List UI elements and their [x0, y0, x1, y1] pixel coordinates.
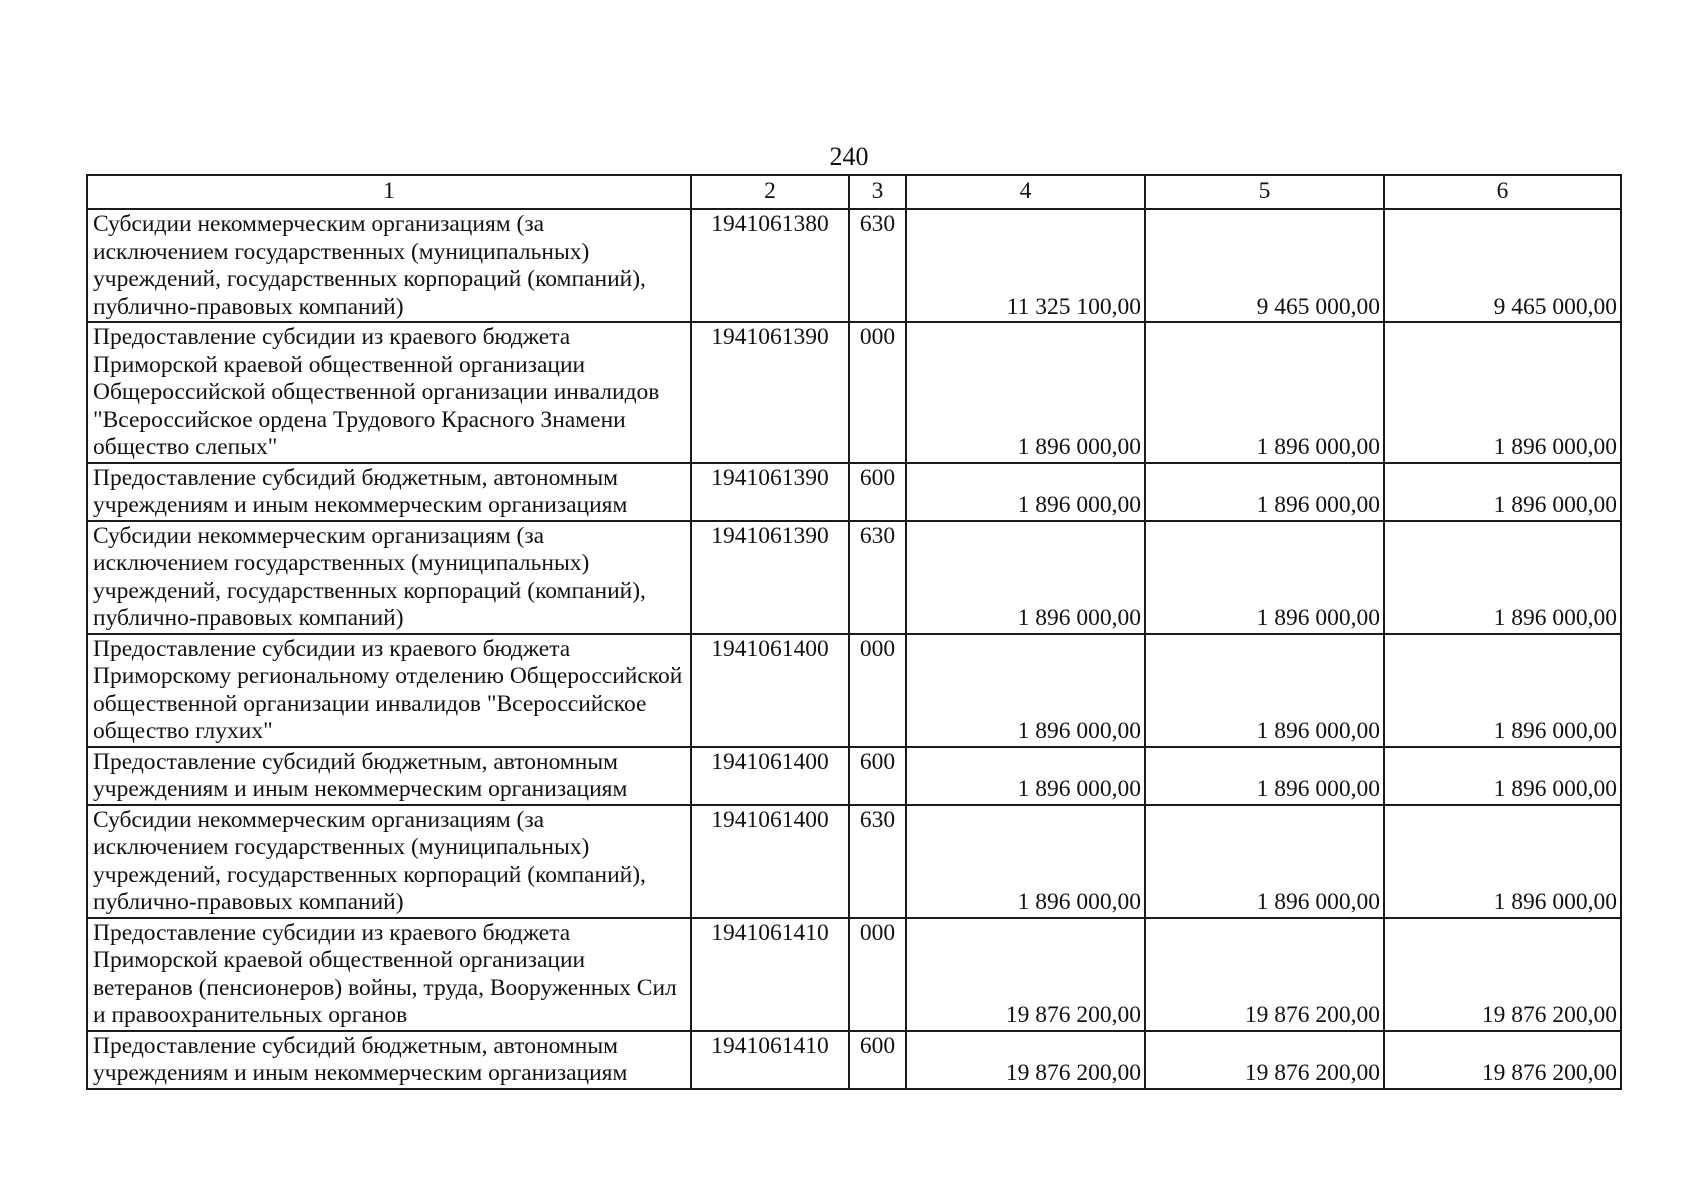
row-name-cell: Предоставление субсидии из краевого бюджета Приморской краевой общественной организации Общероссийской общественной организации инвалидов "Всероссийское ордена Трудового Красного Знамени общество слепых"	[87, 322, 691, 463]
row-value-col-4: 1 896 000,00	[906, 521, 1145, 634]
row-code-cell: 1941061400	[691, 634, 849, 747]
row-value-col-6: 9 465 000,00	[1384, 209, 1621, 322]
row-name-cell: Субсидии некоммерческим организациям (за исключением государственных (муниципальных) учреждений, государственных корпораций (компаний), публично-правовых компаний)	[87, 209, 691, 322]
table-row	[87, 1031, 1621, 1089]
row-code-cell: 1941061390	[691, 521, 849, 634]
row-value-col-5: 1 896 000,00	[1145, 463, 1384, 521]
row-code-cell: 1941061400	[691, 805, 849, 918]
row-type-cell: 630	[849, 521, 906, 634]
budget-table	[86, 174, 1622, 1090]
header-cell-col-3: 3	[849, 175, 906, 209]
row-value-col-4: 1 896 000,00	[906, 463, 1145, 521]
row-value-col-4: 19 876 200,00	[906, 918, 1145, 1031]
row-value-col-5: 9 465 000,00	[1145, 209, 1384, 322]
row-value-col-6: 19 876 200,00	[1384, 918, 1621, 1031]
table-row	[87, 463, 1621, 521]
table-header-row	[87, 175, 1621, 209]
row-value-col-4: 11 325 100,00	[906, 209, 1145, 322]
table-row	[87, 521, 1621, 634]
table-row	[87, 747, 1621, 805]
header-cell-col-2: 2	[691, 175, 849, 209]
table-row	[87, 918, 1621, 1031]
row-type-cell: 600	[849, 463, 906, 521]
row-code-cell: 1941061400	[691, 747, 849, 805]
row-value-col-5: 1 896 000,00	[1145, 634, 1384, 747]
header-cell-col-4: 4	[906, 175, 1145, 209]
table-row	[87, 805, 1621, 918]
row-name-cell: Предоставление субсидии из краевого бюджета Приморскому региональному отделению Общероссийской общественной организации инвалидов "Всероссийское общество глухих"	[87, 634, 691, 747]
row-name-cell: Предоставление субсидий бюджетным, автономным учреждениям и иным некоммерческим организациям	[87, 463, 691, 521]
row-value-col-4: 1 896 000,00	[906, 805, 1145, 918]
row-code-cell: 1941061390	[691, 322, 849, 463]
header-cell-col-5: 5	[1145, 175, 1384, 209]
row-value-col-5: 1 896 000,00	[1145, 521, 1384, 634]
row-name-cell: Субсидии некоммерческим организациям (за исключением государственных (муниципальных) учреждений, государственных корпораций (компаний), публично-правовых компаний)	[87, 521, 691, 634]
row-value-col-4: 1 896 000,00	[906, 634, 1145, 747]
row-value-col-6: 1 896 000,00	[1384, 463, 1621, 521]
row-type-cell: 600	[849, 747, 906, 805]
row-value-col-6: 1 896 000,00	[1384, 322, 1621, 463]
row-name-cell: Предоставление субсидии из краевого бюджета Приморской краевой общественной организации ветеранов (пенсионеров) войны, труда, Вооруженных Сил и правоохранительных органов	[87, 918, 691, 1031]
row-name-cell: Предоставление субсидий бюджетным, автономным учреждениям и иным некоммерческим организациям	[87, 747, 691, 805]
row-type-cell: 000	[849, 322, 906, 463]
row-type-cell: 600	[849, 1031, 906, 1089]
header-cell-col-1: 1	[87, 175, 691, 209]
row-type-cell: 630	[849, 805, 906, 918]
row-value-col-6: 1 896 000,00	[1384, 747, 1621, 805]
row-value-col-5: 1 896 000,00	[1145, 805, 1384, 918]
table-row	[87, 634, 1621, 747]
row-value-col-6: 1 896 000,00	[1384, 634, 1621, 747]
row-code-cell: 1941061390	[691, 463, 849, 521]
row-type-cell: 000	[849, 918, 906, 1031]
row-type-cell: 000	[849, 634, 906, 747]
row-value-col-5: 19 876 200,00	[1145, 1031, 1384, 1089]
row-value-col-6: 19 876 200,00	[1384, 1031, 1621, 1089]
row-name-cell: Предоставление субсидий бюджетным, автономным учреждениям и иным некоммерческим организациям	[87, 1031, 691, 1089]
row-type-cell: 630	[849, 209, 906, 322]
header-cell-col-6: 6	[1384, 175, 1621, 209]
row-value-col-4: 1 896 000,00	[906, 322, 1145, 463]
row-value-col-5: 1 896 000,00	[1145, 747, 1384, 805]
row-value-col-4: 19 876 200,00	[906, 1031, 1145, 1089]
row-code-cell: 1941061410	[691, 1031, 849, 1089]
row-name-cell: Субсидии некоммерческим организациям (за исключением государственных (муниципальных) учреждений, государственных корпораций (компаний), публично-правовых компаний)	[87, 805, 691, 918]
row-code-cell: 1941061380	[691, 209, 849, 322]
table-row	[87, 322, 1621, 463]
row-value-col-6: 1 896 000,00	[1384, 805, 1621, 918]
row-value-col-6: 1 896 000,00	[1384, 521, 1621, 634]
table-row	[87, 209, 1621, 322]
row-value-col-5: 19 876 200,00	[1145, 918, 1384, 1031]
row-value-col-4: 1 896 000,00	[906, 747, 1145, 805]
row-value-col-5: 1 896 000,00	[1145, 322, 1384, 463]
page-number: 240	[829, 142, 869, 171]
row-code-cell: 1941061410	[691, 918, 849, 1031]
